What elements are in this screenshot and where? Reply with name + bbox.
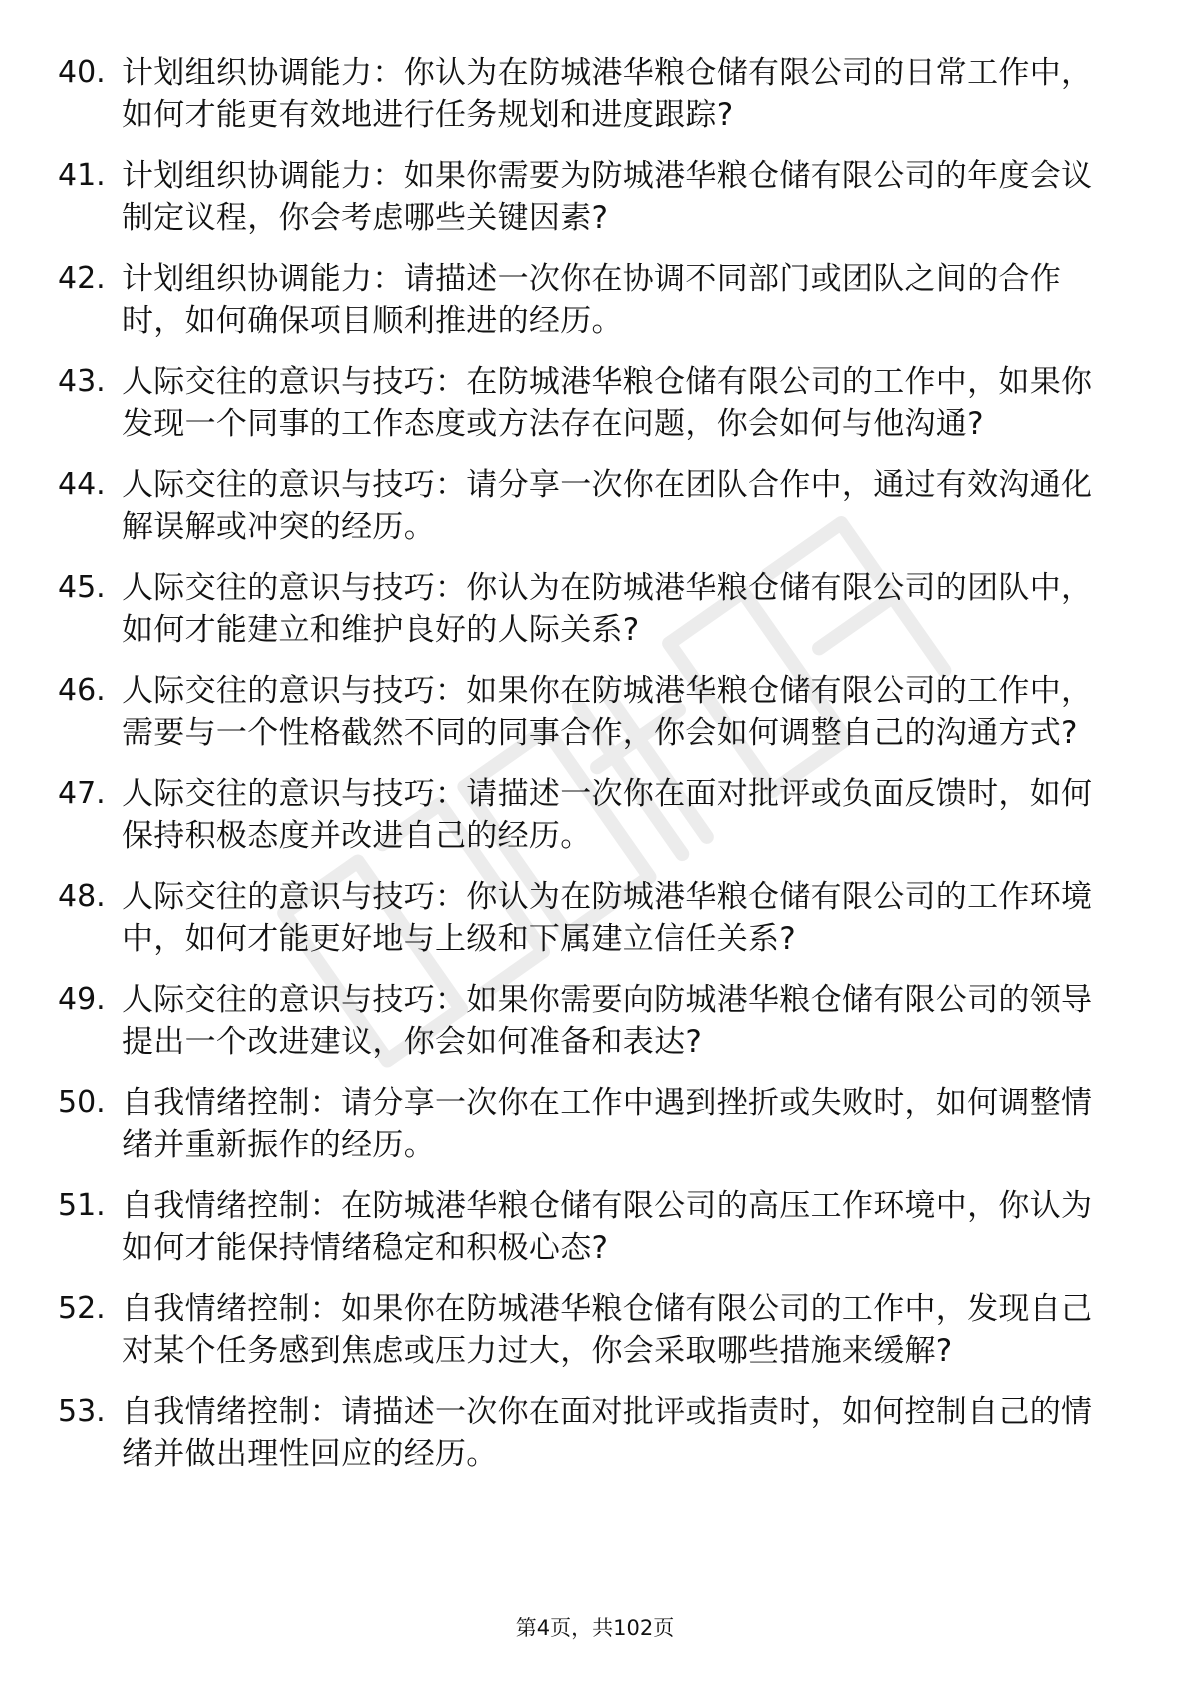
question-number: 44. <box>58 467 106 502</box>
question-text: 自我情绪控制：请描述一次你在面对批评或指责时，如何控制自己的情绪并做出理性回应的经历。 <box>122 1394 1093 1472</box>
question-number: 46. <box>58 673 106 708</box>
question-item <box>58 258 1118 342</box>
question-text: 计划组织协调能力：如果你需要为防城港华粮仓储有限公司的年度会议制定议程，你会考虑哪些关键因素? <box>122 158 1093 236</box>
question-item <box>58 464 1118 548</box>
question-number: 50. <box>58 1085 106 1120</box>
question-item <box>58 1288 1118 1372</box>
question-text: 人际交往的意识与技巧：请分享一次你在团队合作中，通过有效沟通化解误解或冲突的经历。 <box>122 467 1093 545</box>
question-number: 42. <box>58 261 106 296</box>
question-item <box>58 155 1118 239</box>
question-text: 自我情绪控制：在防城港华粮仓储有限公司的高压工作环境中，你认为如何才能保持情绪稳定和积极心态? <box>122 1188 1093 1266</box>
question-number: 47. <box>58 776 106 811</box>
question-text: 人际交往的意识与技巧：如果你需要向防城港华粮仓储有限公司的领导提出一个改进建议，你会如何准备和表达? <box>122 982 1093 1060</box>
question-item <box>58 773 1118 857</box>
question-text: 计划组织协调能力：请描述一次你在协调不同部门或团队之间的合作时，如何确保项目顺利推进的经历。 <box>122 261 1061 339</box>
question-text: 计划组织协调能力：你认为在防城港华粮仓储有限公司的日常工作中，如何才能更有效地进行任务规划和进度跟踪? <box>122 55 1093 133</box>
question-item <box>58 1391 1118 1475</box>
question-text: 人际交往的意识与技巧：请描述一次你在面对批评或负面反馈时，如何保持积极态度并改进自己的经历。 <box>122 776 1093 854</box>
question-text: 人际交往的意识与技巧：在防城港华粮仓储有限公司的工作中，如果你发现一个同事的工作态度或方法存在问题，你会如何与他沟通? <box>122 364 1093 442</box>
question-item <box>58 52 1118 136</box>
question-item <box>58 567 1118 651</box>
question-number: 41. <box>58 158 106 193</box>
question-number: 53. <box>58 1394 106 1429</box>
question-list <box>58 52 1118 1494</box>
question-number: 49. <box>58 982 106 1017</box>
question-number: 43. <box>58 364 106 399</box>
page-number-footer: 第4页，共102页 <box>515 1616 675 1640</box>
question-number: 52. <box>58 1291 106 1326</box>
question-text: 人际交往的意识与技巧：你认为在防城港华粮仓储有限公司的团队中，如何才能建立和维护良好的人际关系? <box>122 570 1093 648</box>
question-number: 48. <box>58 879 106 914</box>
question-text: 自我情绪控制：如果你在防城港华粮仓储有限公司的工作中，发现自己对某个任务感到焦虑或压力过大，你会采取哪些措施来缓解? <box>122 1291 1093 1369</box>
question-item <box>58 876 1118 960</box>
question-text: 自我情绪控制：请分享一次你在工作中遇到挫折或失败时，如何调整情绪并重新振作的经历。 <box>122 1085 1093 1163</box>
question-item <box>58 1082 1118 1166</box>
question-item <box>58 979 1118 1063</box>
question-number: 45. <box>58 570 106 605</box>
question-item <box>58 670 1118 754</box>
question-item <box>58 1185 1118 1269</box>
question-text: 人际交往的意识与技巧：如果你在防城港华粮仓储有限公司的工作中，需要与一个性格截然不同的同事合作，你会如何调整自己的沟通方式? <box>122 673 1093 751</box>
question-number: 40. <box>58 55 106 90</box>
question-text: 人际交往的意识与技巧：你认为在防城港华粮仓储有限公司的工作环境中，如何才能更好地与上级和下属建立信任关系? <box>122 879 1093 957</box>
question-number: 51. <box>58 1188 106 1223</box>
question-item <box>58 361 1118 445</box>
